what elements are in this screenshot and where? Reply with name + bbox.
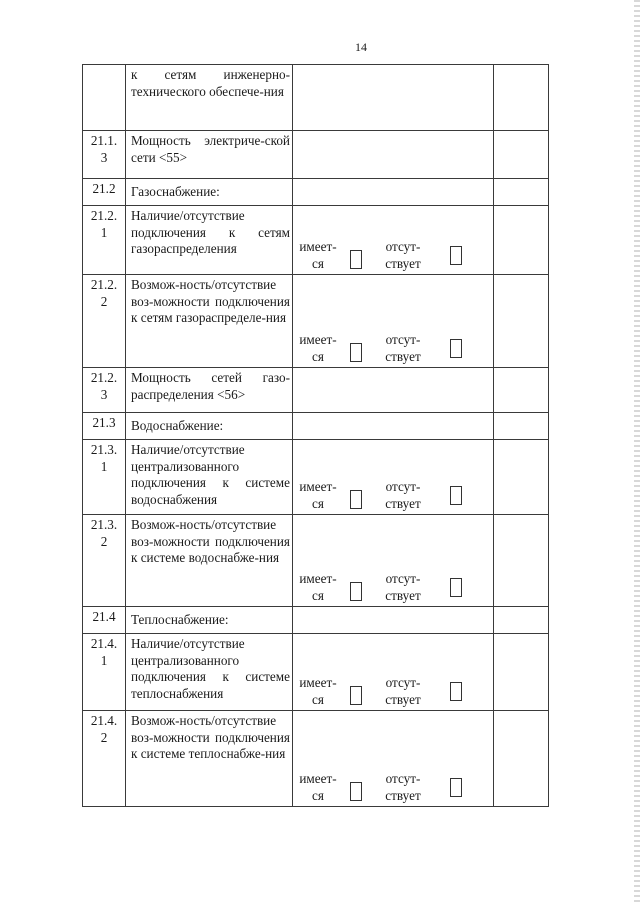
item-number: 21.4 bbox=[83, 607, 126, 634]
extra-cell bbox=[494, 711, 549, 807]
absent-checkbox[interactable] bbox=[450, 339, 462, 358]
absent-checkbox[interactable] bbox=[450, 578, 462, 597]
item-description: Возмож-ность/отсутствие воз-можности подключения к системе теплоснабже-ния bbox=[126, 711, 293, 807]
item-value-cell bbox=[293, 131, 494, 179]
extra-cell bbox=[494, 179, 549, 206]
application-form-table bbox=[82, 64, 549, 807]
item-value-cell bbox=[293, 607, 494, 634]
option-label-absent: отсут- ствует bbox=[385, 332, 421, 364]
item-number: 21.4. 2 bbox=[83, 711, 126, 807]
table-row bbox=[83, 440, 549, 515]
item-description: Наличие/отсутствие централизованного подключения к системе теплоснабжения bbox=[126, 634, 293, 711]
item-description: Возмож-ность/отсутствие воз-можности подключения к системе водоснабже-ния bbox=[126, 515, 293, 607]
item-number: 21.2. 2 bbox=[83, 275, 126, 368]
item-description: к сетям инженерно-технического обеспече-ния bbox=[126, 65, 293, 131]
option-label-absent: отсут- ствует bbox=[385, 239, 421, 271]
item-description: Мощность электриче-ской сети <55> bbox=[126, 131, 293, 179]
extra-cell bbox=[494, 65, 549, 131]
options-group bbox=[293, 570, 493, 606]
extra-cell bbox=[494, 515, 549, 607]
item-description: Наличие/отсутствие централизованного подключения к системе водоснабжения bbox=[126, 440, 293, 515]
table-row bbox=[83, 413, 549, 440]
table-row bbox=[83, 607, 549, 634]
table-row bbox=[83, 634, 549, 711]
table-row bbox=[83, 65, 549, 131]
present-checkbox[interactable] bbox=[350, 343, 362, 362]
item-value-cell bbox=[293, 515, 494, 607]
item-number: 21.2. 3 bbox=[83, 368, 126, 413]
sheet-edge-decoration bbox=[634, 0, 640, 905]
item-value-cell bbox=[293, 413, 494, 440]
option-label-absent: отсут- ствует bbox=[385, 571, 421, 603]
table-row bbox=[83, 179, 549, 206]
page-number: 14 bbox=[355, 40, 367, 54]
extra-cell bbox=[494, 206, 549, 275]
item-value-cell bbox=[293, 634, 494, 711]
option-label-present: имеет- ся bbox=[299, 571, 337, 603]
item-number: 21.3 bbox=[83, 413, 126, 440]
options-group bbox=[293, 770, 493, 806]
absent-checkbox[interactable] bbox=[450, 486, 462, 505]
extra-cell bbox=[494, 275, 549, 368]
options-group bbox=[293, 478, 493, 514]
option-label-present: имеет- ся bbox=[299, 675, 337, 707]
extra-cell bbox=[494, 634, 549, 711]
item-value-cell bbox=[293, 440, 494, 515]
item-value-cell bbox=[293, 179, 494, 206]
extra-cell bbox=[494, 131, 549, 179]
option-label-absent: отсут- ствует bbox=[385, 771, 421, 803]
table-row bbox=[83, 131, 549, 179]
option-label-absent: отсут- ствует bbox=[385, 479, 421, 511]
item-description: Водоснабжение: bbox=[126, 413, 293, 440]
absent-checkbox[interactable] bbox=[450, 246, 462, 265]
item-value-cell bbox=[293, 65, 494, 131]
present-checkbox[interactable] bbox=[350, 582, 362, 601]
item-description: Мощность сетей газо-распределения <56> bbox=[126, 368, 293, 413]
present-checkbox[interactable] bbox=[350, 686, 362, 705]
item-value-cell bbox=[293, 711, 494, 807]
options-group bbox=[293, 238, 493, 274]
options-group bbox=[293, 331, 493, 367]
table-row bbox=[83, 368, 549, 413]
item-number: 21.1. 3 bbox=[83, 131, 126, 179]
item-number: 21.2 bbox=[83, 179, 126, 206]
item-description: Теплоснабжение: bbox=[126, 607, 293, 634]
extra-cell bbox=[494, 368, 549, 413]
extra-cell bbox=[494, 440, 549, 515]
item-value-cell bbox=[293, 206, 494, 275]
present-checkbox[interactable] bbox=[350, 490, 362, 509]
item-description: Наличие/отсутствие подключения к сетям газораспределения bbox=[126, 206, 293, 275]
option-label-present: имеет- ся bbox=[299, 479, 337, 511]
table-row bbox=[83, 206, 549, 275]
option-label-present: имеет- ся bbox=[299, 239, 337, 271]
item-number bbox=[83, 65, 126, 131]
options-group bbox=[293, 674, 493, 710]
option-label-absent: отсут- ствует bbox=[385, 675, 421, 707]
item-value-cell bbox=[293, 275, 494, 368]
item-description: Газоснабжение: bbox=[126, 179, 293, 206]
absent-checkbox[interactable] bbox=[450, 778, 462, 797]
item-number: 21.3. 2 bbox=[83, 515, 126, 607]
absent-checkbox[interactable] bbox=[450, 682, 462, 701]
item-number: 21.3. 1 bbox=[83, 440, 126, 515]
table-row bbox=[83, 515, 549, 607]
item-description: Возмож-ность/отсутствие воз-можности подключения к сетям газораспределе-ния bbox=[126, 275, 293, 368]
item-value-cell bbox=[293, 368, 494, 413]
option-label-present: имеет- ся bbox=[299, 771, 337, 803]
extra-cell bbox=[494, 413, 549, 440]
item-number: 21.2. 1 bbox=[83, 206, 126, 275]
table-row bbox=[83, 275, 549, 368]
present-checkbox[interactable] bbox=[350, 782, 362, 801]
table-row bbox=[83, 711, 549, 807]
present-checkbox[interactable] bbox=[350, 250, 362, 269]
option-label-present: имеет- ся bbox=[299, 332, 337, 364]
item-number: 21.4. 1 bbox=[83, 634, 126, 711]
extra-cell bbox=[494, 607, 549, 634]
